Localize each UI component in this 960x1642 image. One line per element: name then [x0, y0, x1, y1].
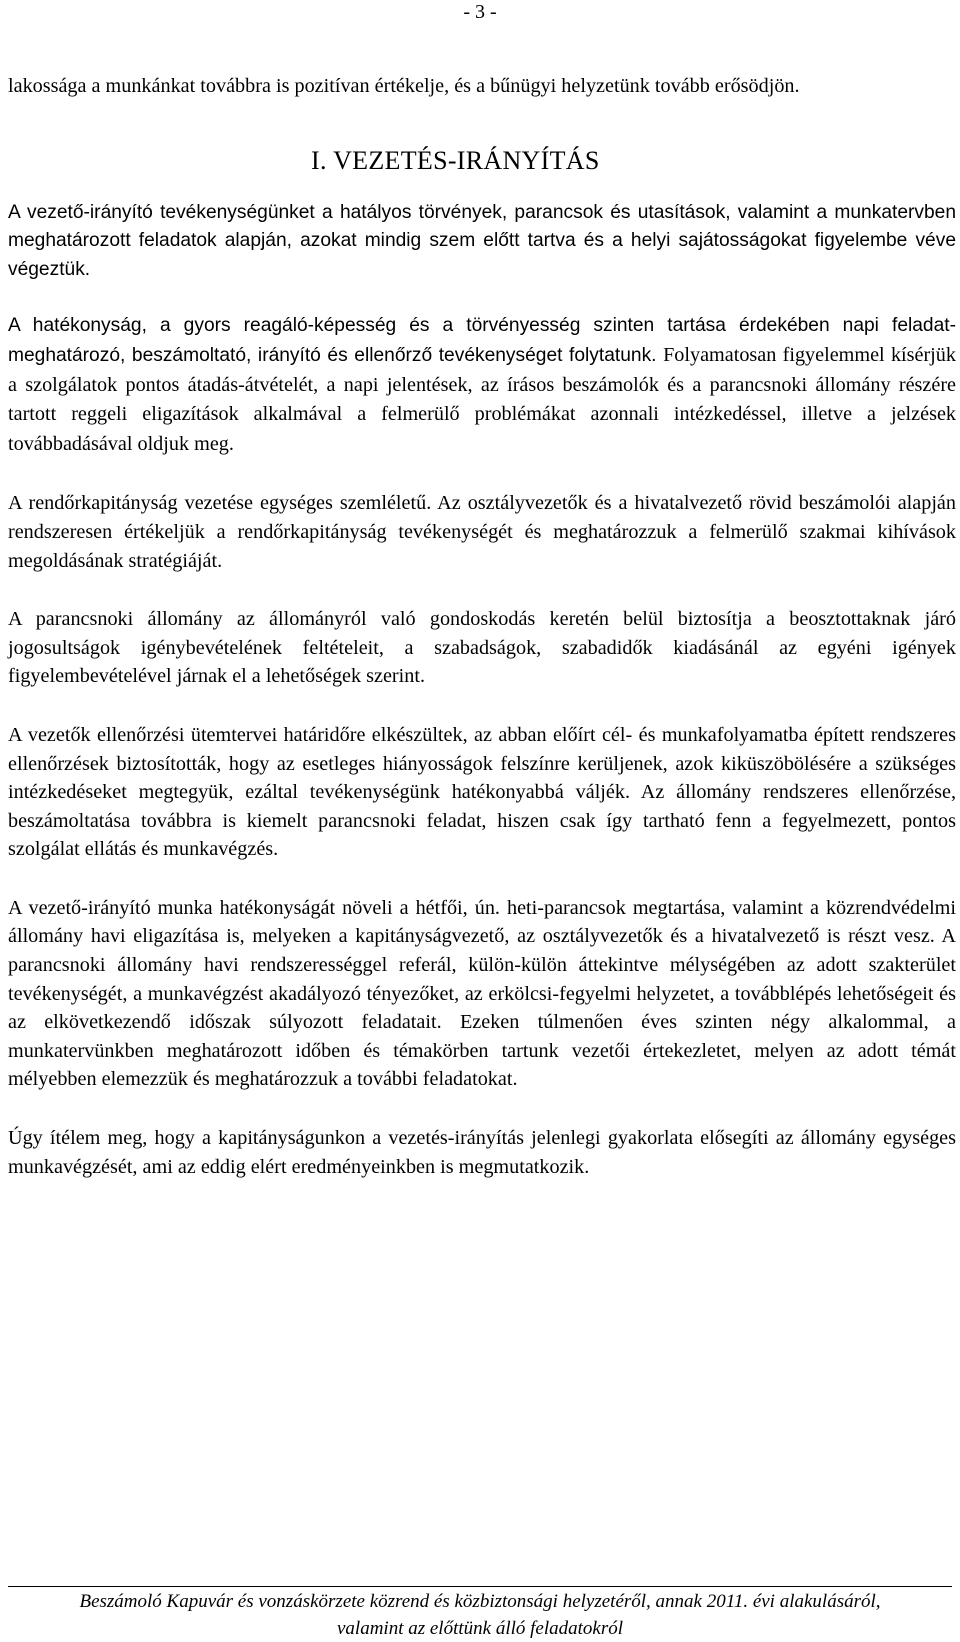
intro-paragraph: lakossága a munkánkat továbbra is pozitívan értékelje, és a bűnügyi helyzetünk tovább erősödjön. [8, 75, 800, 97]
paragraph-staff-care: A parancsnoki állomány az állományról való gondoskodás keretén belül biztosítja a beosztottaknak járó jogosultságok igénybevételének feltételeit, a szabadságok, szabadidők kiadásánál az egyéni igények figyelembevételével járnak el a lehetőségek szerint. [8, 608, 956, 688]
paragraph-leadership-part-1: A rendőrkapitányság vezetése egységes szemléletű. [8, 492, 432, 515]
page-footer [0, 1588, 960, 1642]
footer-line-2: valamint az előttünk álló feladatokról [336, 1618, 624, 1639]
paragraph-efficiency-part-2: Folyamatosan figyelemmel kísérjük a szolgálatok pontos átadás-átvételét, a napi jelentések, az írásos beszámolók és a parancsnoki állomány részére tartott reggeli eligazítások alkalmával a felmerülő problémákat azonnali intézkedéssel, illetve a jelzések továbbadásával oldjuk meg. [8, 343, 956, 455]
paragraph-leadership [8, 489, 956, 575]
paragraph-meetings: A vezető-irányító munka hatékonyságát növeli a hétfői, ún. heti-parancsok megtartása, valamint a közrendvédelmi állomány havi eligazítása is, melyeken a kapitányságvezető, az osztályvezetők és a hivatalvezető is részt vesz. A parancsnoki állomány havi rendszerességgel referál, külön-külön áttekintve mélységében az adott szakterület tevékenységét, a munkavégzést akadályozó tényezőket, az erkölcsi-fegyelmi helyzetet, a továbblépés lehetőségeit és az elkövetkezendő időszak súlyozott feladatait. Ezeken túlmenően éves szinten négy alkalommal, a munkatervünkben meghatározott időben és témakörben tartunk vezetői értekezletet, melyen az adott témát mélyebben elemezzük és meghatározzuk a további feladatokat. [8, 896, 956, 1091]
paragraph-conclusion: Úgy ítélem meg, hogy a kapitányságunkon a vezetés-irányítás jelenlegi gyakorlata elősegíti az állomány egységes munkavégzését, ami az eddig elért eredményeinkben is megmutatkozik. [8, 1127, 956, 1178]
footer-divider [8, 1586, 952, 1587]
paragraph-legal-basis: A vezető-irányító tevékenységünket a hatályos törvények, parancsok és utasítások, valamint a munkatervben meghatározott feladatok alapján, azokat mindig szem előtt tartva és a helyi sajátosságokat figyelembe véve végeztük. [8, 201, 956, 280]
page-number: - 3 - [463, 1, 497, 23]
footer-line-1: Beszámoló Kapuvár és vonzáskörzete közrend és közbiztonsági helyzetéről, annak 2011. évi alakulásáról, [79, 1591, 881, 1612]
paragraph-efficiency [8, 312, 956, 459]
paragraph-efficiency-part-1: A hatékonyság, a gyors reagáló-képesség és a törvényesség szinten tartása érdekében napi feladat-meghatározó, beszámoltató, irányító és ellenőrző tevékenységet folytatunk. [8, 315, 956, 366]
section-heading: I. VEZETÉS-IRÁNYÍTÁS [311, 145, 600, 175]
document-body [8, 72, 956, 1181]
paragraph-inspection: A vezetők ellenőrzési ütemtervei határidőre elkészültek, az abban előírt cél- és munkafolyamatba épített rendszeres ellenőrzések biztosították, hogy az esetleges hiányosságok felszínre kerüljenek, azok kiküszöbölésére a szükséges intézkedéseket megtegyük, ezáltal tevékenységünk hatékonyabbá váljék. Az állomány rendszeres ellenőrzése, beszámoltatása továbbra is kiemelt parancsnoki feladat, hiszen csak így tartható fenn a fegyelmezett, pontos szolgálat ellátás és munkavégzés. [8, 723, 956, 861]
paragraph-leadership-part-2: Az osztályvezetők és a hivatalvezető rövid beszámolói alapján rendszeresen értékeljük a rendőrkapitányság tevékenységét és meghatározzuk a felmerülő szakmai kihívások megoldásának stratégiáját. [8, 492, 956, 572]
